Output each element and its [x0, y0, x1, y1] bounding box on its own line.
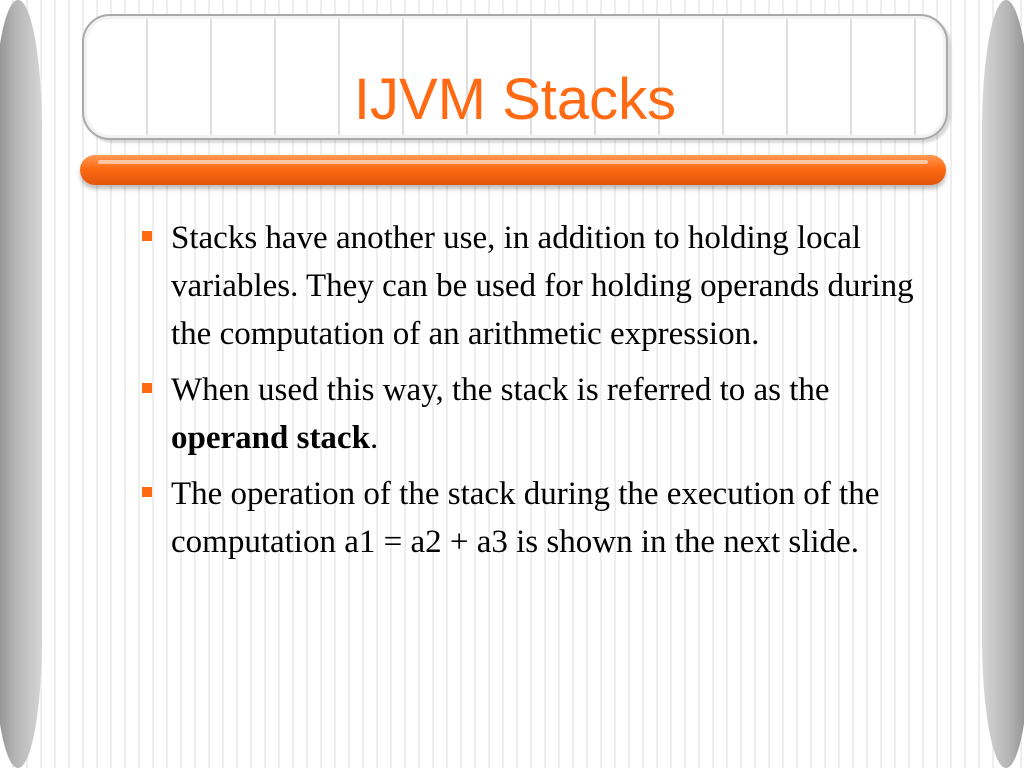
bullet-text-before: When used this way, the stack is referred to as the: [171, 372, 830, 408]
slide-title: IJVM Stacks: [353, 67, 677, 132]
title-accent-bar: [80, 155, 946, 185]
bullet-item: [138, 214, 938, 358]
right-side-pillar: [982, 0, 1024, 768]
bullet-text: Stacks have another use, in addition to holding local variables. They can be used for holding operands during the computation of an arithmetic expression.: [171, 220, 914, 352]
square-bullet-icon: [142, 487, 152, 497]
bullet-text-after: .: [369, 420, 379, 456]
left-side-pillar: [0, 0, 42, 768]
title-panel: [82, 14, 948, 140]
bullet-text: The operation of the stack during the execution of the computation a1 = a2 + a3 is shown in the next slide.: [171, 476, 880, 560]
bullet-item: [138, 470, 938, 566]
bullet-bold-term: operand stack: [171, 420, 370, 456]
bullet-item: [138, 366, 938, 462]
bullet-text: [171, 372, 830, 456]
square-bullet-icon: [142, 231, 152, 241]
accent-bar-highlight: [98, 160, 928, 164]
square-bullet-icon: [142, 383, 152, 393]
bullet-list: [138, 214, 938, 574]
